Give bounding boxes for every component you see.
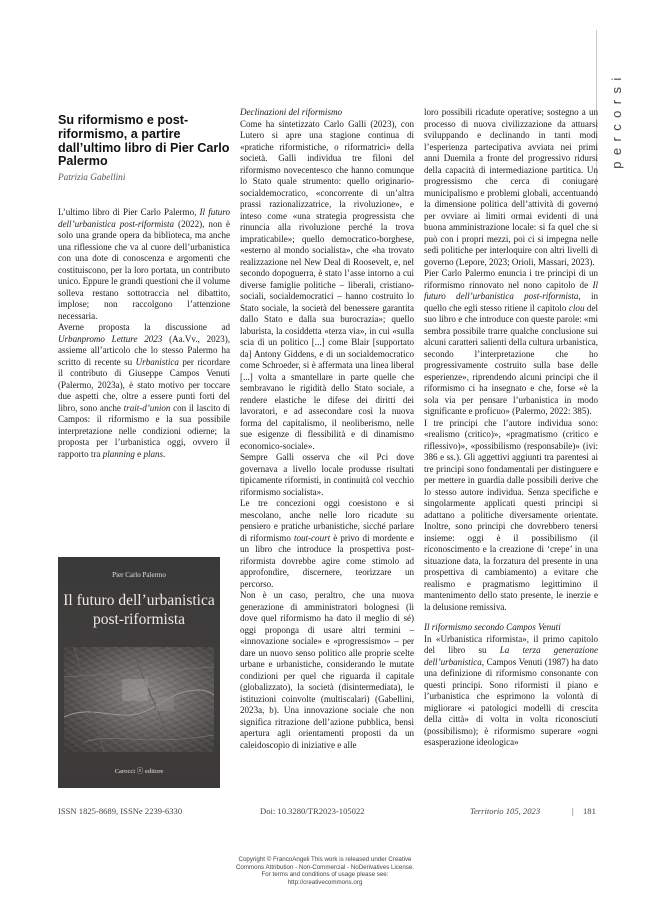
text-column-2 bbox=[240, 107, 414, 751]
footer-doi: Doi: 10.3280/TR2023-105022 bbox=[260, 806, 365, 816]
paragraph: Pier Carlo Palermo enuncia i tre principi di un riformismo rinnovato nel nono capitolo de Il futuro dell’urbanistica post-riformista, in quello che egli stesso ritiene il capitolo clou del suo libro e che introduce con queste parole: «mi sembra possibile trarre qualche conclusione sui alcuni caratteri salienti della cultura urbanistica, secondo l’interpretazione che ho progressivamente costruito sulla base delle esperienze», riprendendo alcuni principi che il riformismo ci ha insegnato e che, forse «è la sola via per pensare l’urbanistica in modo significante e proficuo» (Palermo, 2022: 385). bbox=[424, 268, 598, 416]
cover-title bbox=[58, 591, 220, 629]
copyright-line: For terms and conditions of usage please see: bbox=[261, 871, 389, 879]
copyright-notice bbox=[200, 856, 450, 886]
cover-title-line: Il futuro dell’urbanistica bbox=[63, 592, 215, 609]
page-number: 181 bbox=[583, 806, 596, 816]
paragraph: loro possibili ricadute operative; sostegno a un processo di nuova civilizzazione da attuarsi sviluppando e declinando in tanti modi l’esperienza partecipativa avviata nei primi anni Duemila a fronte del progressivo ridursi della capacità di intermediazione partitica. Un progressismo che cerca di coniugare municipalismo e problemi globali, accentuando la dimensione politica dell’attività di governo per ovviare ai limiti ormai evidenti di una buona amministrazione locale: si fa quel che si può con i propri mezzi, poi ci si impegna nelle sedi politiche per interloquire con altri livelli di governo (Lepore, 2023; Orioli, Massari, 2023). bbox=[424, 107, 598, 267]
section-tab bbox=[603, 60, 631, 180]
article-author: Patrizia Gabellini bbox=[58, 173, 126, 183]
paragraph: Non è un caso, peraltro, che una nuova generazione di amministratori bolognesi (li dove quel riformismo ha dato il meglio di sé) oggi proponga di usare altri termini – «innovazione sociale» e «progressismo» – per dare un nuovo senso politico alle proprie scelte urbane e urbanistiche, considerando le mutate condizioni per quel che riguarda il capitale (globalizzato), la società (disintermediata), le istituzioni coinvolte (multiscalari) (Gabellini, 2023a, b). Una innovazione sociale che non significa ritrazione dell’azione pubblica, bensì apertura agli orientamenti proposti da un caleidoscopio di iniziative e alle bbox=[240, 590, 414, 750]
copyright-line: Commons Attribution - Non-Commercial - NoDerivatives License. bbox=[235, 863, 415, 871]
book-cover-image bbox=[58, 557, 220, 788]
footer-journal: Territorio 105, 2023 bbox=[470, 806, 541, 816]
paragraph: Le tre concezioni oggi coesistono e si mescolano, anche nelle loro ricadute su pensiero e pratiche urbanistiche, sicché parlare di riformismo tout-court è privo di mordente e un libro che introduce la prospettiva post-riformista dovrebbe agire come stimolo ad approfondire, discernere, teorizzare un percorso. bbox=[240, 498, 414, 589]
paragraph: I tre principi che l’autore individua sono: «realismo (critico)», «pragmatismo (critico e riflessivo)», «possibilismo (responsabile)» (ivi: 386 e ss.). Gli aggettivi aggiunti tra parentesi ai tre principi sono fondamentali per distinguere e per mettere in guardia dalle possibili derive che lo stesso autore individua. Senza specifiche e singolarmente applicati questi principi si adattano a politiche diversamente orientate. Inoltre, sono principi che dovrebbero tenersi insieme: oggi è il possibilismo (il riconoscimento e la creazione di ‘crepe’ in una situazione data, la forzatura del presente in una prospettiva di cambiamento) a evitare che realismo e pragmatismo legittimino il mantenimento dello stato presente, le inerzie e la delusione remissiva. bbox=[424, 417, 598, 612]
section-heading: Il riformismo secondo Campos Venuti bbox=[424, 622, 561, 632]
copyright-line: Copyright © FrancoAngeli This work is released under Creative bbox=[238, 856, 412, 863]
footer-issn: ISSN 1825-8689, ISSNe 2239-6330 bbox=[58, 806, 183, 816]
copyright-link[interactable]: http://creativecommons.org bbox=[287, 878, 363, 886]
text-column-1 bbox=[58, 207, 230, 460]
paragraph: In «Urbanistica riformista», il primo capitolo del libro su La terza generazione dell’urbanistica, Campos Venuti (1987) ha dato una definizione di riformismo consonante con questi principi. Sono riformisti il piano e l’urbanistica che esprimono la volontà di migliorare «i patologici modelli di crescita della città» di volta in volta riconosciuti (possibilismo); è riformismo superare «ogni esasperazione ideologica» bbox=[424, 633, 599, 747]
paragraph: Come ha sintetizzato Carlo Galli (2023), con Lutero si apre una stagione continua di «pratiche riformistiche, o riformatrici» della società. Galli individua tre filoni del riformismo novecentesco che hanno comunque lo Stato quale strumento: quello originario-socialdemocratico, «concorrente di un’altra prassi razionalizzatrice, la rivoluzione», e inteso come «una strategia progressista che rinuncia alla rivoluzione perché la trova impraticabile»; quello democratico-borghese, «esterno al mondo socialista», che «ha trovato realizzazione nel New Deal di Roosevelt, e, nel secondo dopoguerra, è stato l’asse intorno a cui diverse famiglie politiche – liberali, cristiano-sociali, socialdemocratici – hanno costruito lo Stato sociale, la società del benessere garantita dallo Stato e dalla sua burocrazia»; quello laburista, la cosiddetta «terza via», in cui «sulla scia di un politico [...] come Blair [supportato da] Antony Giddens, e di un socialdemocratico come Schroeder, si è affermata una linea liberal [...] volta a smantellare in parte quelle che sembravano le rigidità dello Stato sociale, a rendere elastiche le difese dei diritti dei lavoratori, e ad assecondare così la nuova forma del capitalismo, il neoliberismo, nelle sue esigenze di flessibilità e di dinamismo economico-sociale». bbox=[240, 118, 414, 451]
cover-aerial-map bbox=[64, 647, 214, 752]
paragraph: Sempre Galli osserva che «il Pci dove governava a livello locale produsse risultati tipicamente riformisti, in continuità col vecchio riformismo socialista». bbox=[240, 452, 414, 497]
cover-publisher: Carocci ⓔ editore bbox=[114, 768, 164, 775]
paragraph: Averne proposta la discussione ad Urbanpromo Letture 2023 (Aa.Vv., 2023), assieme all’articolo che lo stesso Palermo ha scritto di recente su Urbanistica per ricordare il contributo di Giuseppe Campos Venuti (Palermo, 2023a), è stato motivo per toccare due aspetti che, oltre a essere punti forti del libro, sono anche trait-d’union con il lascito di Campos: il riformismo e la sua possibile interpretazione nelle condizioni odierne; la proposta per l’urbanistica oggi, ovvero il rapporto tra planning e plans. bbox=[58, 322, 230, 459]
section-tab-label: percorsi bbox=[609, 71, 624, 169]
paragraph: L’ultimo libro di Pier Carlo Palermo, Il futuro dell’urbanistica post-riformista (2022), non è solo una grande opera da biblioteca, ma anche una riflessione che va al cuore dell’urbanistica con una dote di conoscenza e argomenti che costituiscono, per la loro portata, un contributo unico. Eppure le grandi questioni che il volume solleva restano sottotraccia nel dibattito, implose; non raccolgono l’attenzione necessaria. bbox=[58, 207, 231, 321]
cover-title-line: post-riformista bbox=[92, 611, 186, 628]
text-column-3 bbox=[424, 107, 598, 749]
article-title: Su riformismo e post-riformismo, a partire dall’ultimo libro di Pier Carlo Palermo bbox=[58, 113, 230, 169]
footer-separator: | bbox=[572, 806, 574, 816]
cover-author: Pier Carlo Palermo bbox=[112, 571, 166, 579]
section-heading: Declinazioni del riformismo bbox=[240, 107, 343, 117]
